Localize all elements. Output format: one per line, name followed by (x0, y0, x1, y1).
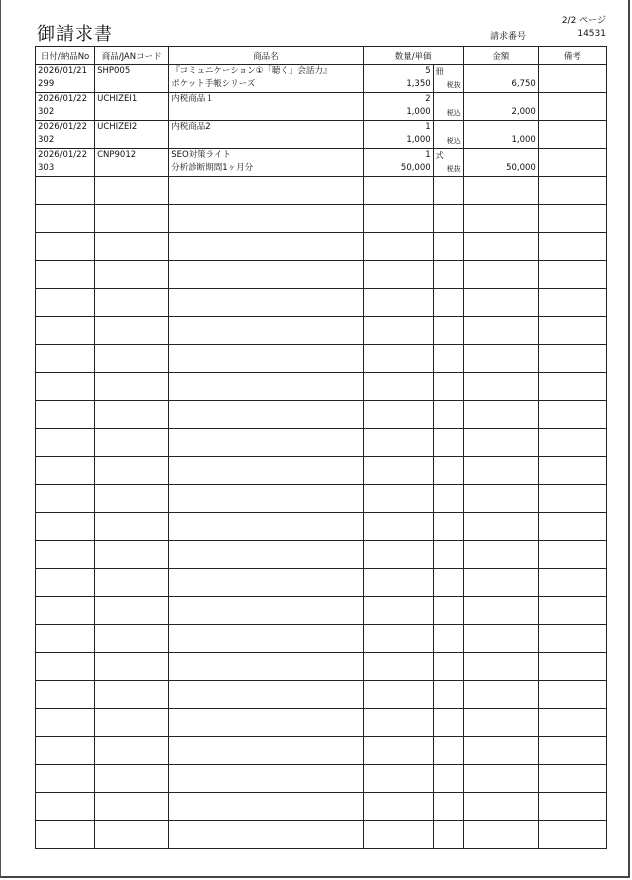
amount-cell (463, 149, 538, 177)
empty-cell (95, 457, 169, 485)
empty-cell (169, 513, 363, 541)
empty-cell (463, 625, 538, 653)
table-header-row (36, 47, 607, 65)
empty-cell (538, 289, 606, 317)
empty-cell (95, 513, 169, 541)
empty-cell (433, 821, 463, 849)
name-cell (169, 65, 363, 93)
empty-row (36, 485, 607, 513)
empty-cell (363, 289, 433, 317)
empty-cell (463, 177, 538, 205)
unit-price: 1,000 (406, 107, 431, 117)
empty-cell (169, 569, 363, 597)
empty-cell (95, 625, 169, 653)
product-name: 内税商品１ (171, 94, 214, 104)
empty-row (36, 765, 607, 793)
quantity: 1 (425, 150, 431, 160)
empty-cell (36, 821, 95, 849)
empty-cell (169, 373, 363, 401)
amount: 2,000 (511, 107, 536, 117)
unit-price: 1,000 (406, 135, 431, 145)
header-date: 日付/納品No (36, 47, 95, 65)
empty-cell (363, 429, 433, 457)
empty-cell (36, 597, 95, 625)
page-indicator: 2/2 ページ (561, 16, 606, 26)
table-body (36, 65, 607, 849)
name-cell (169, 149, 363, 177)
empty-cell (363, 793, 433, 821)
empty-cell (363, 709, 433, 737)
empty-cell (169, 289, 363, 317)
name-cell (169, 93, 363, 121)
note (541, 149, 606, 162)
code-cell (95, 93, 169, 121)
empty-cell (95, 373, 169, 401)
empty-cell (95, 345, 169, 373)
empty-cell (363, 737, 433, 765)
empty-cell (169, 457, 363, 485)
empty-cell (433, 793, 463, 821)
empty-cell (538, 625, 606, 653)
empty-cell (169, 793, 363, 821)
empty-cell (36, 681, 95, 709)
delivery-no: 299 (38, 79, 55, 89)
unit: 冊 (435, 67, 444, 76)
date: 2026/01/22 (38, 94, 87, 104)
empty-row (36, 625, 607, 653)
empty-cell (363, 485, 433, 513)
empty-row (36, 429, 607, 457)
empty-cell (363, 597, 433, 625)
delivery-no: 302 (38, 135, 55, 145)
empty-cell (363, 345, 433, 373)
date: 2026/01/22 (38, 150, 87, 160)
empty-cell (433, 373, 463, 401)
note (541, 65, 606, 78)
empty-cell (169, 177, 363, 205)
product-code: SHP005 (97, 66, 131, 76)
empty-cell (433, 485, 463, 513)
empty-cell (463, 485, 538, 513)
empty-cell (36, 429, 95, 457)
empty-cell (463, 597, 538, 625)
empty-cell (463, 205, 538, 233)
empty-row (36, 653, 607, 681)
tax-type: 税抜 (446, 165, 461, 173)
empty-cell (463, 345, 538, 373)
empty-cell (95, 597, 169, 625)
invoice-number-label: 請求番号 (490, 32, 527, 42)
quantity: 1 (425, 122, 431, 132)
empty-cell (538, 793, 606, 821)
table-row (36, 93, 607, 121)
empty-cell (463, 513, 538, 541)
empty-cell (95, 233, 169, 261)
empty-row (36, 597, 607, 625)
empty-cell (433, 401, 463, 429)
empty-cell (169, 345, 363, 373)
code-cell (95, 121, 169, 149)
code-cell (95, 65, 169, 93)
amount: 6,750 (511, 79, 536, 89)
empty-cell (363, 457, 433, 485)
empty-cell (95, 793, 169, 821)
empty-cell (36, 793, 95, 821)
empty-cell (433, 513, 463, 541)
empty-cell (363, 653, 433, 681)
empty-cell (36, 653, 95, 681)
note-cell (538, 121, 606, 149)
empty-cell (95, 765, 169, 793)
empty-row (36, 541, 607, 569)
empty-cell (433, 205, 463, 233)
empty-cell (463, 261, 538, 289)
empty-cell (169, 429, 363, 457)
header-amount: 金額 (463, 47, 538, 65)
empty-row (36, 457, 607, 485)
empty-cell (95, 261, 169, 289)
empty-cell (169, 261, 363, 289)
empty-cell (463, 793, 538, 821)
empty-cell (36, 765, 95, 793)
empty-cell (538, 513, 606, 541)
empty-cell (363, 205, 433, 233)
empty-cell (36, 261, 95, 289)
empty-cell (363, 821, 433, 849)
unit-cell (433, 65, 463, 93)
date-cell (36, 65, 95, 93)
empty-cell (433, 765, 463, 793)
empty-cell (463, 289, 538, 317)
table-row (36, 121, 607, 149)
amount: 1,000 (511, 135, 536, 145)
empty-cell (36, 569, 95, 597)
empty-cell (363, 681, 433, 709)
empty-cell (463, 401, 538, 429)
product-name-sub: ポケット手帳シリーズ (171, 79, 256, 89)
empty-row (36, 793, 607, 821)
empty-row (36, 205, 607, 233)
empty-cell (95, 205, 169, 233)
product-code: CNP9012 (97, 150, 137, 160)
delivery-no: 302 (38, 107, 55, 117)
empty-cell (169, 317, 363, 345)
empty-cell (95, 317, 169, 345)
product-name: 内税商品2 (171, 122, 211, 132)
empty-row (36, 569, 607, 597)
header-code: 商品/JANコード (95, 47, 169, 65)
empty-cell (538, 233, 606, 261)
product-code: UCHIZEI2 (97, 122, 138, 132)
empty-cell (463, 681, 538, 709)
empty-cell (538, 177, 606, 205)
empty-row (36, 681, 607, 709)
empty-cell (433, 289, 463, 317)
tax-type: 税込 (446, 109, 461, 117)
empty-cell (463, 429, 538, 457)
empty-cell (36, 345, 95, 373)
empty-cell (36, 513, 95, 541)
empty-cell (36, 177, 95, 205)
qty-cell (363, 93, 433, 121)
empty-cell (36, 457, 95, 485)
empty-cell (538, 317, 606, 345)
empty-row (36, 737, 607, 765)
empty-cell (95, 821, 169, 849)
empty-cell (433, 177, 463, 205)
empty-cell (169, 681, 363, 709)
empty-cell (538, 681, 606, 709)
empty-cell (363, 513, 433, 541)
empty-cell (36, 401, 95, 429)
empty-row (36, 513, 607, 541)
qty-cell (363, 65, 433, 93)
empty-cell (95, 485, 169, 513)
empty-cell (169, 737, 363, 765)
empty-cell (538, 653, 606, 681)
empty-cell (95, 429, 169, 457)
date-cell (36, 121, 95, 149)
empty-cell (363, 177, 433, 205)
unit-cell (433, 121, 463, 149)
unit-cell (433, 149, 463, 177)
unit-price: 50,000 (400, 163, 431, 173)
note (541, 121, 606, 134)
empty-cell (36, 625, 95, 653)
empty-row (36, 177, 607, 205)
empty-cell (95, 653, 169, 681)
invoice-number: 14531 (577, 29, 606, 39)
empty-cell (433, 233, 463, 261)
empty-cell (463, 821, 538, 849)
empty-cell (538, 205, 606, 233)
quantity: 5 (425, 66, 431, 76)
document-title: 御請求書 (37, 24, 113, 45)
empty-cell (538, 457, 606, 485)
empty-row (36, 261, 607, 289)
tax-type: 税込 (446, 137, 461, 145)
empty-cell (463, 653, 538, 681)
empty-cell (538, 821, 606, 849)
amount-cell (463, 65, 538, 93)
table-row (36, 65, 607, 93)
empty-cell (36, 485, 95, 513)
empty-cell (433, 429, 463, 457)
empty-cell (433, 457, 463, 485)
empty-cell (433, 681, 463, 709)
qty-cell (363, 121, 433, 149)
empty-cell (538, 541, 606, 569)
empty-cell (363, 765, 433, 793)
unit-price: 1,350 (406, 79, 431, 89)
empty-cell (538, 737, 606, 765)
product-name: SEO対策ライト (171, 150, 231, 160)
empty-cell (36, 289, 95, 317)
empty-cell (95, 681, 169, 709)
empty-cell (36, 373, 95, 401)
note (541, 93, 606, 106)
empty-cell (169, 821, 363, 849)
header-qty: 数量/単価 (363, 47, 463, 65)
empty-cell (463, 457, 538, 485)
empty-cell (463, 737, 538, 765)
empty-cell (538, 569, 606, 597)
empty-row (36, 317, 607, 345)
code-cell (95, 149, 169, 177)
empty-cell (363, 401, 433, 429)
header-note: 備考 (538, 47, 606, 65)
empty-cell (363, 373, 433, 401)
amount-cell (463, 93, 538, 121)
empty-cell (433, 625, 463, 653)
delivery-no: 303 (38, 163, 55, 173)
empty-row (36, 345, 607, 373)
empty-cell (363, 317, 433, 345)
product-name-sub (171, 106, 362, 119)
empty-row (36, 401, 607, 429)
empty-cell (169, 625, 363, 653)
empty-cell (433, 597, 463, 625)
empty-cell (169, 765, 363, 793)
empty-cell (463, 317, 538, 345)
note-cell (538, 149, 606, 177)
empty-cell (95, 737, 169, 765)
empty-cell (36, 317, 95, 345)
empty-cell (463, 233, 538, 261)
table-row (36, 149, 607, 177)
empty-cell (169, 653, 363, 681)
note-cell (538, 65, 606, 93)
empty-cell (433, 569, 463, 597)
empty-cell (363, 625, 433, 653)
empty-cell (363, 569, 433, 597)
empty-cell (538, 765, 606, 793)
date-cell (36, 93, 95, 121)
invoice-table (35, 46, 607, 849)
empty-cell (538, 485, 606, 513)
date-cell (36, 149, 95, 177)
empty-cell (95, 289, 169, 317)
note-cell (538, 93, 606, 121)
name-cell (169, 121, 363, 149)
empty-cell (95, 401, 169, 429)
unit-cell (433, 93, 463, 121)
empty-cell (169, 233, 363, 261)
empty-cell (36, 737, 95, 765)
product-code: UCHIZEI1 (97, 94, 138, 104)
tax-type: 税抜 (446, 81, 461, 89)
empty-row (36, 821, 607, 849)
empty-cell (433, 737, 463, 765)
unit: 式 (435, 151, 444, 160)
empty-cell (95, 177, 169, 205)
empty-cell (538, 597, 606, 625)
empty-row (36, 233, 607, 261)
empty-cell (433, 261, 463, 289)
empty-cell (433, 653, 463, 681)
empty-cell (463, 569, 538, 597)
quantity: 2 (425, 94, 431, 104)
header-name: 商品名 (169, 47, 363, 65)
empty-cell (95, 569, 169, 597)
product-name-sub (171, 134, 362, 147)
empty-cell (538, 261, 606, 289)
empty-cell (363, 233, 433, 261)
empty-row (36, 709, 607, 737)
empty-cell (538, 429, 606, 457)
empty-row (36, 289, 607, 317)
empty-cell (463, 709, 538, 737)
empty-cell (36, 541, 95, 569)
empty-cell (538, 373, 606, 401)
empty-cell (169, 597, 363, 625)
empty-cell (36, 233, 95, 261)
product-name: 『コミュニケーション①「聴く」会話力』 (171, 66, 332, 76)
empty-cell (169, 485, 363, 513)
empty-cell (363, 541, 433, 569)
empty-cell (538, 401, 606, 429)
empty-cell (169, 205, 363, 233)
product-name-sub: 分析診断期間1ヶ月分 (171, 163, 254, 173)
empty-cell (169, 401, 363, 429)
empty-cell (169, 709, 363, 737)
empty-cell (433, 345, 463, 373)
empty-cell (433, 709, 463, 737)
date: 2026/01/22 (38, 122, 87, 132)
empty-cell (433, 317, 463, 345)
empty-cell (169, 541, 363, 569)
amount-cell (463, 121, 538, 149)
empty-cell (36, 205, 95, 233)
date: 2026/01/21 (38, 66, 87, 76)
empty-cell (463, 373, 538, 401)
empty-cell (95, 709, 169, 737)
empty-cell (433, 541, 463, 569)
empty-row (36, 373, 607, 401)
empty-cell (363, 261, 433, 289)
qty-cell (363, 149, 433, 177)
empty-cell (463, 541, 538, 569)
empty-cell (95, 541, 169, 569)
amount: 50,000 (506, 163, 536, 173)
empty-cell (538, 345, 606, 373)
empty-cell (463, 765, 538, 793)
empty-cell (538, 709, 606, 737)
empty-cell (36, 709, 95, 737)
